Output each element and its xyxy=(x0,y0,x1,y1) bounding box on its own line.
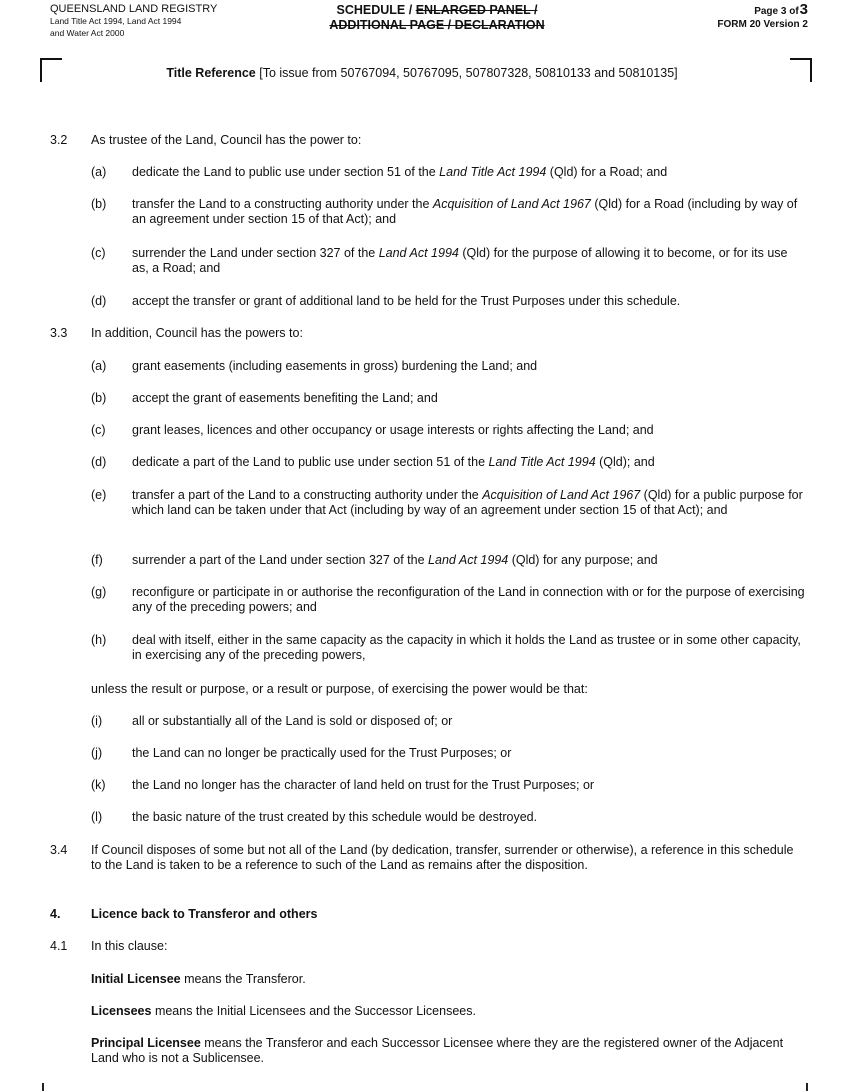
definition-term: Principal Licensee xyxy=(91,1036,201,1050)
title-reference-label: Title Reference xyxy=(166,66,256,80)
clause-number: 4. xyxy=(50,907,61,921)
item-text: dedicate the Land to public use under section 51 of the Land Title Act 1994 (Qld) for a Road; and xyxy=(132,165,668,179)
item-text: dedicate a part of the Land to public use under section 51 of the Land Title Act 1994 (Qld); and xyxy=(132,455,655,469)
item-label: (c) xyxy=(91,246,106,260)
clause-heading: Licence back to Transferor and others xyxy=(91,907,318,921)
item-label: (j) xyxy=(91,746,103,760)
definition-text: means the Initial Licensees and the Successor Licensees. xyxy=(151,1004,476,1018)
clause-text: In this clause: xyxy=(91,939,168,953)
item-text: surrender the Land under section 327 of the Land Act 1994 (Qld) for the purpose of allowing it to become, or for its use as, a Road; and xyxy=(132,246,788,275)
item-text: surrender a part of the Land under section 327 of the Land Act 1994 (Qld) for any purpose; and xyxy=(132,553,658,567)
definition-text: means the Transferor and each Successor Licensee where they are the registered owner of the Adjacent Land who is not a Sublicensee. xyxy=(91,1036,784,1065)
definition-term: Initial Licensee xyxy=(91,972,181,986)
item-text: the Land no longer has the character of land held on trust for the Trust Purposes; or xyxy=(132,778,595,792)
item-text: grant easements (including easements in gross) burdening the Land; and xyxy=(132,359,538,373)
item-label: (e) xyxy=(91,488,107,502)
item-text: deal with itself, either in the same capacity as the capacity in which it holds the Land as trustee or in some other capacity, in exercising any of the preceding powers, xyxy=(132,633,801,662)
schedule-strike-1: ENLARGED PANEL / xyxy=(415,3,538,17)
item-label: (k) xyxy=(91,778,106,792)
page-info xyxy=(717,3,808,31)
item-label: (h) xyxy=(91,633,107,647)
schedule-strike-2: ADDITIONAL PAGE / DECLARATION xyxy=(329,18,545,32)
item-label: (c) xyxy=(91,423,106,437)
clause-text: If Council disposes of some but not all of the Land (by dedication, transfer, surrender or otherwise), a reference in this schedule to the Land is taken to be a reference to such of the Land as remains after the disposition. xyxy=(91,843,794,872)
clause-number: 4.1 xyxy=(50,939,68,953)
definition-text: means the Transferor. xyxy=(180,972,306,986)
item-text: transfer the Land to a constructing authority under the Acquisition of Land Act 1967 (Qld) for a Road (including by way of an agreement under section 15 of that Act); and xyxy=(132,197,798,226)
item-label: (g) xyxy=(91,585,107,599)
item-label: (b) xyxy=(91,197,107,211)
title-reference xyxy=(0,66,844,80)
item-text: transfer a part of the Land to a constructing authority under the Acquisition of Land Act 1967 (Qld) for a public purpose for which land can be taken under that Act (including by way of an agreement under section 15 of that Act); and xyxy=(132,488,803,517)
item-label: (b) xyxy=(91,391,107,405)
registry-header xyxy=(50,3,217,39)
clause-number: 3.2 xyxy=(50,133,68,147)
clause-text: As trustee of the Land, Council has the power to: xyxy=(91,133,362,147)
title-reference-text: [To issue from 50767094, 50767095, 507807328, 50810133 and 50810135] xyxy=(255,66,678,80)
acts-line-2: and Water Act 2000 xyxy=(50,28,125,38)
item-label: (f) xyxy=(91,553,103,567)
corner-mark-bottom-right xyxy=(806,1083,808,1091)
clause-number: 3.4 xyxy=(50,843,68,857)
item-label: (d) xyxy=(91,455,107,469)
acts-line-1: Land Title Act 1994, Land Act 1994 xyxy=(50,16,182,26)
item-text: all or substantially all of the Land is sold or disposed of; or xyxy=(132,714,453,728)
item-text: accept the transfer or grant of additional land to be held for the Trust Purposes under this schedule. xyxy=(132,294,681,308)
corner-mark-bottom-left xyxy=(42,1083,44,1091)
item-text: grant leases, licences and other occupancy or usage interests or rights affecting the Land; and xyxy=(132,423,654,437)
schedule-title xyxy=(302,3,572,33)
item-label: (l) xyxy=(91,810,103,824)
page-total: 3 xyxy=(799,1,808,18)
item-text: the Land can no longer be practically used for the Trust Purposes; or xyxy=(132,746,512,760)
item-label: (d) xyxy=(91,294,107,308)
item-text: reconfigure or participate in or authorise the reconfiguration of the Land in connection with or for the purpose of exercising any of the preceding powers; and xyxy=(132,585,805,614)
item-label: (i) xyxy=(91,714,103,728)
item-text: the basic nature of the trust created by this schedule would be destroyed. xyxy=(132,810,538,824)
item-label: (a) xyxy=(91,165,107,179)
page-number: Page 3 of xyxy=(754,6,799,17)
item-label: (a) xyxy=(91,359,107,373)
clause-text: unless the result or purpose, or a result or purpose, of exercising the power would be that: xyxy=(91,682,588,696)
registry-name: QUEENSLAND LAND REGISTRY xyxy=(50,3,218,15)
clause-number: 3.3 xyxy=(50,326,68,340)
schedule-label: SCHEDULE / xyxy=(336,3,416,17)
definition-term: Licensees xyxy=(91,1004,152,1018)
clause-text: In addition, Council has the powers to: xyxy=(91,326,303,340)
item-text: accept the grant of easements benefiting the Land; and xyxy=(132,391,438,405)
form-version: FORM 20 Version 2 xyxy=(717,19,808,30)
